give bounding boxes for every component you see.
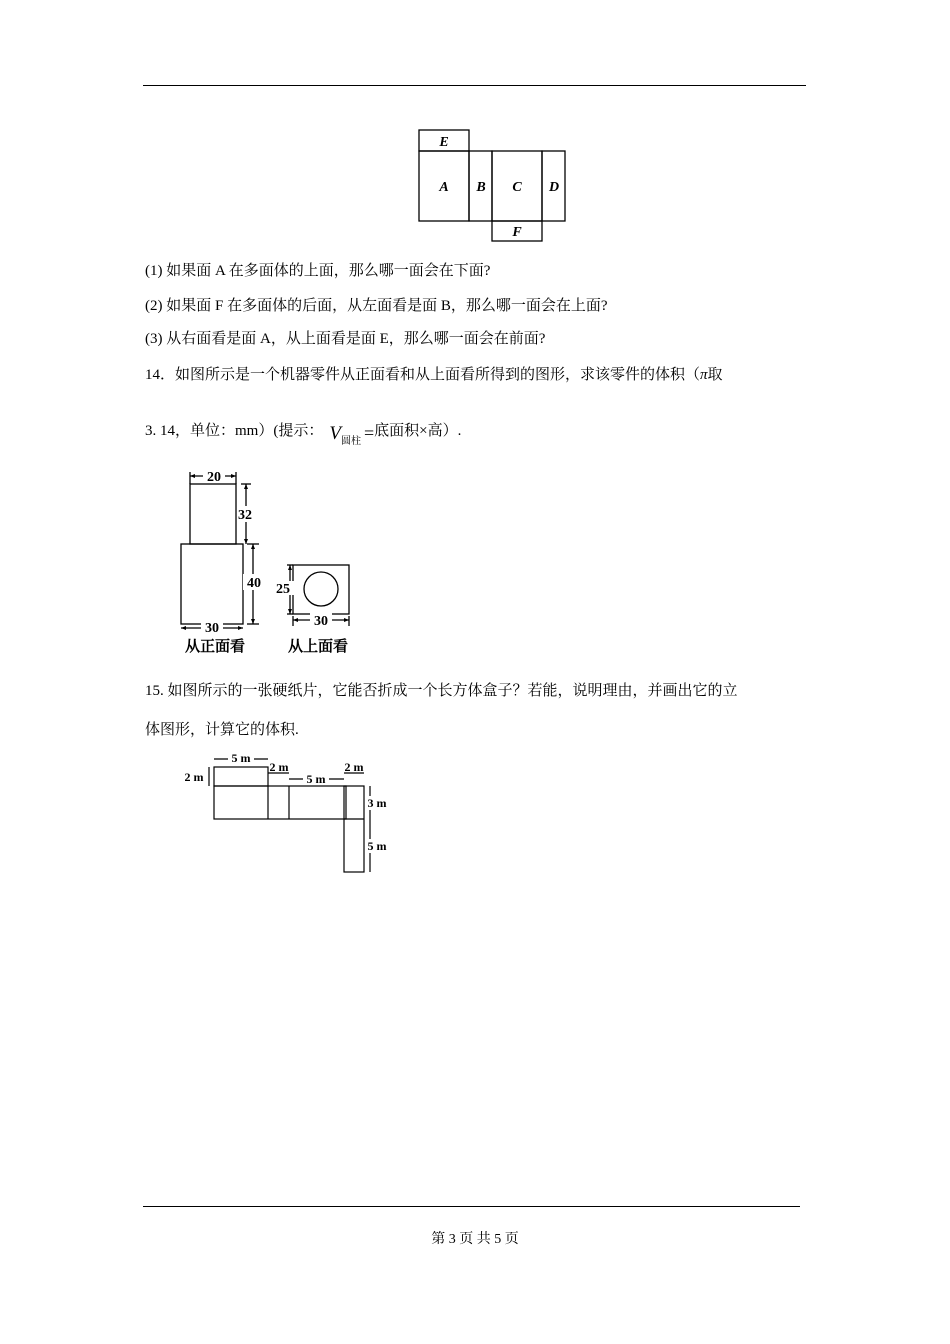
pi-symbol: π [700,367,708,383]
question-14-text-b: 取 [707,367,723,383]
machine-part-figure [175,468,365,658]
front-view-caption: 从正面看 [184,639,246,655]
cardboard-dim-2m-right: 2 m [344,760,364,774]
question-14-line-1 [145,366,723,384]
face-label-f: F [512,225,522,240]
question-14-text-c: 3. 14，单位：mm）(提示： [145,423,324,439]
face-label-d: D [548,180,560,195]
cardboard-main-strip [214,786,346,819]
face-label-c: C [512,180,522,195]
cardboard-dim-5m-top: 5 m [231,751,251,765]
formula-subscript: 圆柱 [340,436,361,447]
question-15-line-2: 体图形，计算它的体积. [145,722,299,738]
dim-top-view-width: 30 [314,614,328,629]
top-view-caption: 从上面看 [287,639,349,655]
dim-top-height: 32 [238,508,252,523]
dim-bottom-width: 30 [205,621,219,636]
face-label-a: A [439,180,449,195]
page-number: 第 3 页 共 5 页 [431,1232,519,1247]
face-label-e: E [439,135,449,150]
question-14-line-2 [145,420,462,447]
front-view-top-block [190,484,236,544]
footer-rule [143,1206,800,1207]
cardboard-dim-3m: 3 m [367,796,387,810]
cube-net-figure [415,128,575,243]
dim-bottom-height: 40 [247,576,261,591]
cardboard-net-figure [178,750,398,875]
question-15-line-1: 15. 如图所示的一张硬纸片，它能否折成一个长方体盒子？若能，说明理由，并画出它的立 [145,683,738,699]
formula-equals: = [363,423,375,443]
top-view-circle [304,572,338,606]
dim-top-view-height: 25 [276,582,290,597]
formula-v: V [329,423,341,444]
header-rule [143,85,806,86]
cardboard-dim-2m-mid: 2 m [269,760,289,774]
front-view-bottom-block [181,544,243,624]
cardboard-top-flap [214,767,268,786]
cardboard-right-extension [344,786,364,872]
question-14-text-a: 14．如图所示是一个机器零件从正面看和从上面看所得到的图形，求该零件的体积（ [145,367,701,383]
question-13-part-2: (2) 如果面 F 在多面体的后面，从左面看是面 B，那么哪一面会在上面? [145,298,608,314]
question-14-text-d: 底面积×高）. [374,423,462,439]
cardboard-dim-5m-right: 5 m [367,839,387,853]
dim-top-width: 20 [207,470,221,485]
cardboard-dim-2m-left: 2 m [184,770,204,784]
face-label-b: B [476,180,486,195]
cardboard-dim-5m-mid: 5 m [306,772,326,786]
question-13-part-3: (3) 从右面看是面 A，从上面看是面 E，那么哪一面会在前面? [145,331,546,347]
question-13-part-1: (1) 如果面 A 在多面体的上面，那么哪一面会在下面? [145,263,491,279]
